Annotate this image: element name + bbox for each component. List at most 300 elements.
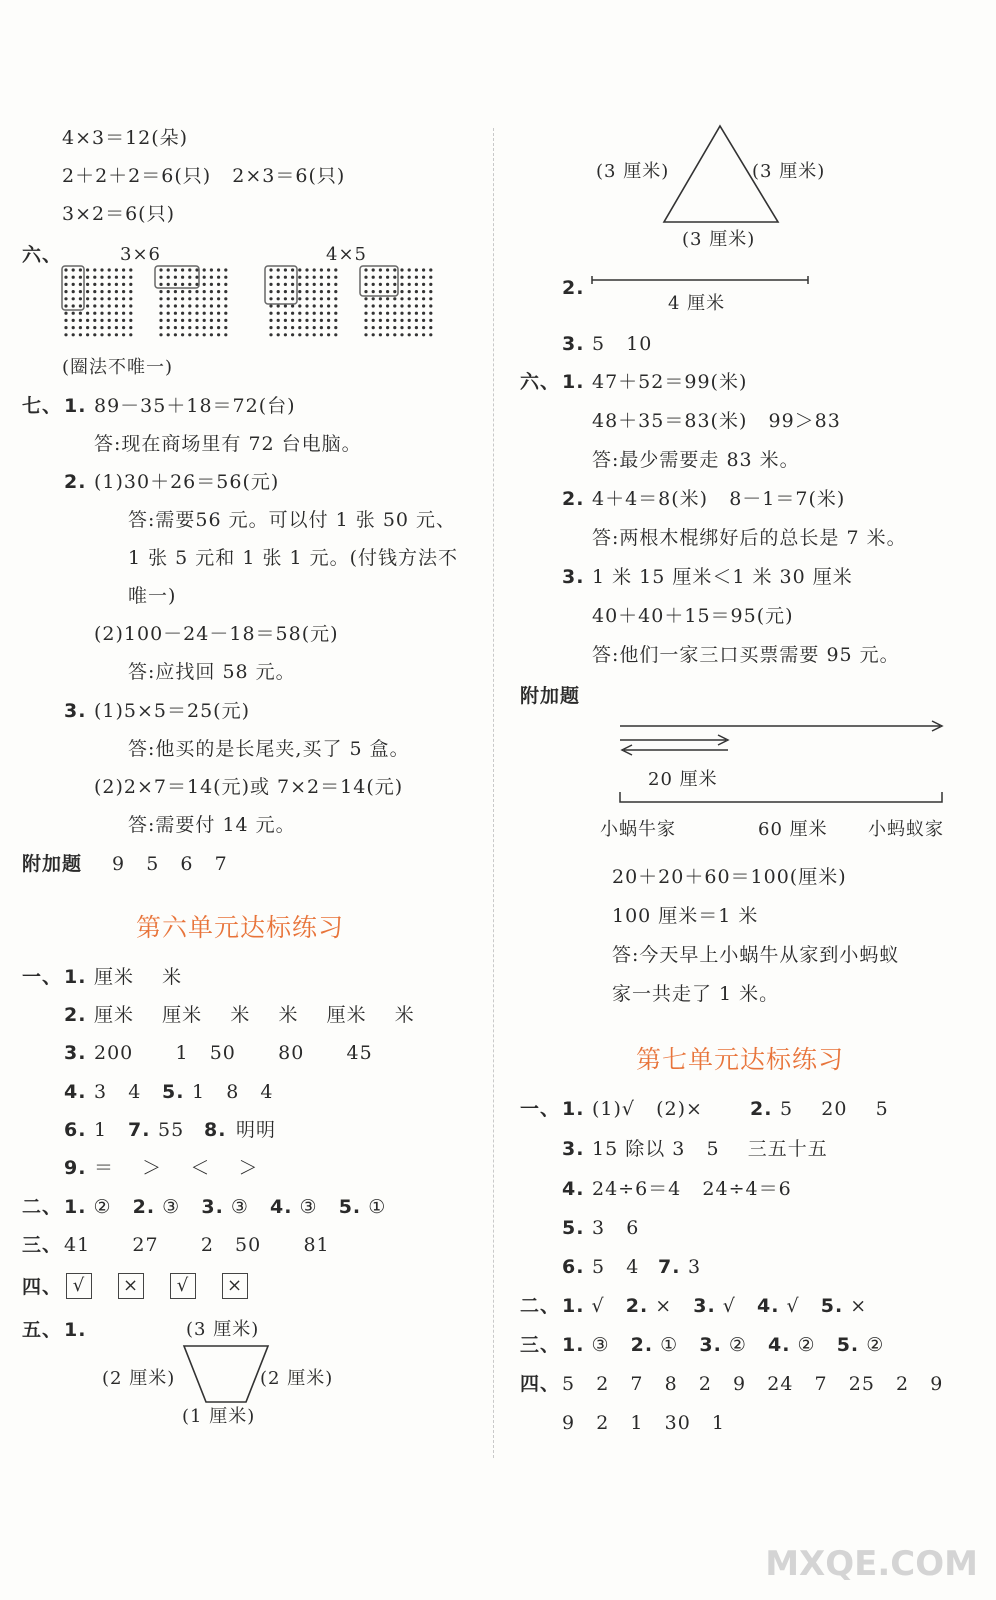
array-dot	[400, 326, 403, 329]
array-dot	[415, 290, 418, 293]
answer-line: 9 2 1 30 1	[562, 1412, 726, 1434]
answer-line: 5 10	[592, 333, 653, 355]
answer-line: 48＋35＝83(米) 99＞83	[592, 410, 841, 432]
array-dot	[291, 319, 294, 322]
array-dot	[408, 319, 411, 322]
array-dot	[79, 333, 82, 336]
array-dot	[429, 319, 432, 322]
array-dot	[100, 312, 103, 315]
array-dot	[379, 333, 382, 336]
array-dot	[159, 319, 162, 322]
array-dot	[305, 283, 308, 286]
array-dot	[64, 268, 67, 271]
array-dot	[115, 304, 118, 307]
answer-line: 3 6	[592, 1217, 640, 1239]
array-dot	[86, 290, 89, 293]
array-dot	[291, 290, 294, 293]
array-dot	[298, 304, 301, 307]
array-dot	[167, 268, 170, 271]
array-dot	[115, 312, 118, 315]
answer-line: 1 张 5 元和 1 张 1 元。(付钱方法不	[128, 547, 459, 569]
array-dot	[269, 304, 272, 307]
sub-question-number: 3.	[562, 1138, 585, 1160]
array-dot	[159, 283, 162, 286]
array-dot	[429, 268, 432, 271]
array-dot	[320, 326, 323, 329]
array-dot	[108, 312, 111, 315]
array-dot	[203, 297, 206, 300]
array-dot	[298, 297, 301, 300]
array-dot	[364, 283, 367, 286]
array-dot	[408, 283, 411, 286]
array-dot	[210, 304, 213, 307]
array-dot	[93, 333, 96, 336]
array-dot	[195, 319, 198, 322]
array-dot	[269, 319, 272, 322]
sub-question-number: 2.	[64, 471, 87, 493]
array-dot	[79, 319, 82, 322]
array-dot	[100, 333, 103, 336]
array-dot	[86, 319, 89, 322]
answer-line: 5 2 7 8 2 9 24 7 25 2 9	[562, 1373, 944, 1395]
array-dot	[108, 304, 111, 307]
figure-label: 20 厘米	[648, 769, 718, 790]
array-dot	[217, 283, 220, 286]
array-dot	[100, 268, 103, 271]
array-dot	[400, 290, 403, 293]
answer-line: 41 27 2 50 81	[64, 1234, 330, 1256]
array-dot	[320, 283, 323, 286]
circled-group	[62, 266, 84, 310]
array-dot	[122, 276, 125, 279]
array-dot	[372, 312, 375, 315]
array-dot	[277, 297, 280, 300]
array-dot	[79, 290, 82, 293]
answer-line: 20＋20＋60＝100(厘米)	[612, 866, 847, 888]
array-dot	[393, 283, 396, 286]
array-dot	[364, 290, 367, 293]
array-dot	[108, 297, 111, 300]
array-dot	[313, 268, 316, 271]
array-dot	[64, 276, 67, 279]
array-dot	[422, 333, 425, 336]
array-dot	[195, 312, 198, 315]
array-dot	[291, 283, 294, 286]
array-dot	[372, 268, 375, 271]
array-dot	[364, 319, 367, 322]
array-dot	[129, 304, 132, 307]
question-number: 六、	[520, 371, 561, 393]
array-dot	[174, 304, 177, 307]
array-dot	[129, 276, 132, 279]
array-dot	[159, 326, 162, 329]
array-dot	[64, 326, 67, 329]
array-dot	[415, 312, 418, 315]
array-dot	[415, 333, 418, 336]
array-dot	[269, 276, 272, 279]
array-dot	[408, 312, 411, 315]
array-dot	[305, 333, 308, 336]
figure-label: 60 厘米	[758, 819, 828, 840]
question-number: 三、	[22, 1234, 63, 1256]
sub-question-number: 2.	[750, 1098, 773, 1120]
array-dot	[100, 319, 103, 322]
array-dot	[72, 297, 75, 300]
array-dot	[93, 276, 96, 279]
array-dot	[277, 326, 280, 329]
array-dot	[129, 319, 132, 322]
array-dot	[298, 290, 301, 293]
array-dot	[422, 312, 425, 315]
array-dot	[108, 326, 111, 329]
answer-line: 答:两根木棍绑好后的总长是 7 米。	[592, 527, 907, 549]
array-dot	[327, 283, 330, 286]
array-dot	[129, 283, 132, 286]
array-dot	[320, 297, 323, 300]
array-dot	[327, 312, 330, 315]
array-dot	[181, 268, 184, 271]
array-dot	[129, 326, 132, 329]
array-dot	[408, 268, 411, 271]
answer-line: 唯一)	[128, 585, 177, 607]
array-dot	[269, 290, 272, 293]
array-dot	[334, 326, 337, 329]
array-dot	[408, 326, 411, 329]
array-dot	[93, 312, 96, 315]
array-dot	[93, 290, 96, 293]
array-dot	[429, 312, 432, 315]
array-dot	[327, 297, 330, 300]
array-dot	[122, 312, 125, 315]
array-dot	[86, 326, 89, 329]
array-dot	[379, 283, 382, 286]
array-dot	[115, 268, 118, 271]
answer-line: 家一共走了 1 米。	[612, 983, 780, 1005]
array-dot	[372, 319, 375, 322]
array-dot	[100, 304, 103, 307]
array-dot	[313, 283, 316, 286]
array-dot	[284, 304, 287, 307]
array-dot	[372, 304, 375, 307]
question-number: 三、	[520, 1334, 561, 1356]
array-dot	[217, 276, 220, 279]
array-dot	[129, 268, 132, 271]
answer-line: 答:需要56 元。可以付 1 张 50 元、	[128, 509, 457, 531]
array-dot	[122, 290, 125, 293]
array-dot	[364, 304, 367, 307]
array-dot	[115, 319, 118, 322]
array-dot	[269, 297, 272, 300]
array-dot	[400, 276, 403, 279]
sub-question-number: 3.	[562, 566, 585, 588]
array-dot	[72, 304, 75, 307]
array-dot	[217, 326, 220, 329]
array-dot	[224, 283, 227, 286]
array-dot	[64, 333, 67, 336]
array-dot	[224, 268, 227, 271]
array-dot	[174, 290, 177, 293]
sub-question-number: 5.	[162, 1081, 185, 1103]
array-dot	[364, 326, 367, 329]
array-dot	[167, 283, 170, 286]
array-dot	[86, 304, 89, 307]
array-dot	[379, 319, 382, 322]
array-dot	[100, 297, 103, 300]
array-dot	[400, 333, 403, 336]
array-dot	[422, 283, 425, 286]
array-dot	[115, 297, 118, 300]
line-segment-figure	[590, 274, 812, 286]
array-dot	[327, 326, 330, 329]
array-dot	[334, 304, 337, 307]
array-dot	[400, 283, 403, 286]
array-dot	[313, 297, 316, 300]
array-dot	[291, 304, 294, 307]
array-dot	[327, 333, 330, 336]
array-dot	[393, 312, 396, 315]
figure-label: (3 厘米)	[682, 229, 756, 250]
array-dot	[210, 312, 213, 315]
sub-question-number: 1.	[64, 1319, 87, 1341]
array-dot	[298, 333, 301, 336]
answer-line: 答:他们一家三口买票需要 95 元。	[592, 644, 900, 666]
array-dot	[72, 333, 75, 336]
array-dot	[167, 276, 170, 279]
answer-line: 答:现在商场里有 72 台电脑。	[94, 433, 362, 455]
array-dot	[415, 297, 418, 300]
array-dot	[269, 333, 272, 336]
array-dot	[159, 297, 162, 300]
answer-line: 3	[688, 1256, 702, 1278]
array-dot	[415, 276, 418, 279]
array-dot	[217, 319, 220, 322]
array-dot	[364, 276, 367, 279]
array-dot	[313, 312, 316, 315]
array-dot	[379, 276, 382, 279]
answer-line: 15 除以 3 5 三五十五	[592, 1138, 828, 1160]
array-dot	[334, 312, 337, 315]
array-dot	[298, 326, 301, 329]
array-dot	[277, 283, 280, 286]
answer-line: 200 1 50 80 45	[94, 1042, 373, 1064]
array-dot	[277, 333, 280, 336]
array-dot	[93, 297, 96, 300]
array-dot	[291, 333, 294, 336]
array-dot	[167, 304, 170, 307]
array-dot	[415, 283, 418, 286]
array-dot	[188, 268, 191, 271]
sub-question-number: 1.	[562, 1098, 585, 1120]
array-dot	[86, 276, 89, 279]
array-dot	[72, 290, 75, 293]
array-dot	[188, 297, 191, 300]
array-dot	[277, 290, 280, 293]
sub-question-number: 3.	[64, 1042, 87, 1064]
array-dot	[181, 276, 184, 279]
array-dot	[320, 276, 323, 279]
array-dot	[203, 312, 206, 315]
array-dot	[188, 276, 191, 279]
array-dot	[415, 268, 418, 271]
array-dot	[79, 297, 82, 300]
array-dot	[386, 268, 389, 271]
array-dot	[108, 290, 111, 293]
sub-question-number: 6.	[562, 1256, 585, 1278]
array-dot	[298, 276, 301, 279]
array-dot	[305, 268, 308, 271]
array-dot	[129, 290, 132, 293]
figure-label: (3 厘米)	[186, 1319, 260, 1340]
sub-question-number: 9.	[64, 1157, 87, 1179]
array-dot	[210, 297, 213, 300]
array-dot	[429, 326, 432, 329]
array-dot	[181, 297, 184, 300]
sub-question-number: 3.	[64, 700, 87, 722]
answer-line: 1. ③ 2. ① 3. ② 4. ② 5. ②	[562, 1334, 885, 1356]
figure-label: 小蚂蚁家	[868, 819, 944, 840]
array-dot	[122, 333, 125, 336]
array-dot	[174, 312, 177, 315]
array-dot	[327, 276, 330, 279]
answer-line: 47＋52＝99(米)	[592, 371, 748, 393]
array-dot	[188, 333, 191, 336]
array-dot	[181, 333, 184, 336]
array-dot	[224, 304, 227, 307]
array-dot	[181, 319, 184, 322]
array-dot	[277, 304, 280, 307]
array-dot	[393, 276, 396, 279]
array-dot	[284, 297, 287, 300]
array-dot	[291, 297, 294, 300]
sub-question-number: 2.	[562, 277, 585, 299]
array-dot	[210, 290, 213, 293]
array-dot	[217, 312, 220, 315]
array-dot	[386, 304, 389, 307]
answer-line: 9 5 6 7	[112, 853, 228, 875]
array-dot	[203, 268, 206, 271]
array-dot	[320, 290, 323, 293]
figure-label: (1 厘米)	[182, 1406, 256, 1427]
array-dot	[334, 268, 337, 271]
array-dot	[393, 297, 396, 300]
array-dot	[269, 326, 272, 329]
array-dot	[386, 326, 389, 329]
array-dot	[386, 276, 389, 279]
array-dot	[72, 283, 75, 286]
array-dot	[224, 326, 227, 329]
array-dot	[320, 268, 323, 271]
array-dot	[386, 312, 389, 315]
array-dot	[122, 319, 125, 322]
figure-label: (2 厘米)	[260, 1368, 334, 1389]
array-dot	[203, 333, 206, 336]
array-dot	[313, 290, 316, 293]
array-dot	[364, 333, 367, 336]
array-dot	[115, 290, 118, 293]
array-dot	[334, 319, 337, 322]
array-dot	[334, 333, 337, 336]
figure-label: (3 厘米)	[596, 161, 670, 182]
array-dot	[195, 268, 198, 271]
array-dot	[313, 319, 316, 322]
array-dot	[291, 312, 294, 315]
dot-array-figure	[60, 264, 480, 344]
array-dot	[174, 297, 177, 300]
array-dot	[181, 326, 184, 329]
array-dot	[393, 304, 396, 307]
sub-question-number: 3.	[562, 333, 585, 355]
array-dot	[195, 290, 198, 293]
expression-label: 4×5	[326, 244, 367, 265]
array-dot	[188, 304, 191, 307]
array-dot	[181, 304, 184, 307]
array-dot	[313, 326, 316, 329]
array-dot	[108, 283, 111, 286]
array-dot	[320, 319, 323, 322]
answer-line: 厘米 米	[94, 966, 183, 988]
array-dot	[224, 319, 227, 322]
array-dot	[203, 319, 206, 322]
sub-question-number: 5.	[562, 1217, 585, 1239]
array-dot	[93, 319, 96, 322]
array-dot	[217, 268, 220, 271]
answer-line: 厘米 厘米 米 米 厘米 米	[94, 1004, 415, 1026]
array-dot	[305, 312, 308, 315]
array-dot	[372, 297, 375, 300]
array-dot	[298, 268, 301, 271]
array-dot	[122, 283, 125, 286]
array-dot	[386, 283, 389, 286]
array-dot	[174, 268, 177, 271]
array-dot	[122, 326, 125, 329]
bonus-label: 附加题	[22, 853, 83, 875]
array-dot	[284, 268, 287, 271]
answer-line: 100 厘米＝1 米	[612, 905, 759, 927]
array-dot	[224, 276, 227, 279]
array-dot	[400, 268, 403, 271]
array-dot	[167, 297, 170, 300]
array-dot	[334, 297, 337, 300]
sub-question-number: 7.	[658, 1256, 681, 1278]
answer-line: (1)30＋26＝56(元)	[94, 471, 280, 493]
section-title: 第六单元达标练习	[136, 913, 345, 942]
question-number: 六、	[22, 244, 63, 266]
array-dot	[224, 333, 227, 336]
array-dot	[210, 333, 213, 336]
array-dot	[298, 312, 301, 315]
array-dot	[217, 304, 220, 307]
array-dot	[386, 297, 389, 300]
array-dot	[86, 333, 89, 336]
array-dot	[174, 333, 177, 336]
array-dot	[400, 312, 403, 315]
figure-label: 小蜗牛家	[600, 819, 676, 840]
array-dot	[408, 304, 411, 307]
array-dot	[313, 304, 316, 307]
array-dot	[129, 312, 132, 315]
array-dot	[108, 333, 111, 336]
answer-box: ×	[222, 1273, 248, 1299]
array-dot	[379, 304, 382, 307]
array-dot	[305, 326, 308, 329]
question-number: 二、	[22, 1196, 63, 1218]
array-dot	[195, 326, 198, 329]
array-dot	[379, 268, 382, 271]
array-dot	[327, 304, 330, 307]
array-dot	[167, 333, 170, 336]
array-dot	[79, 268, 82, 271]
array-dot	[284, 312, 287, 315]
